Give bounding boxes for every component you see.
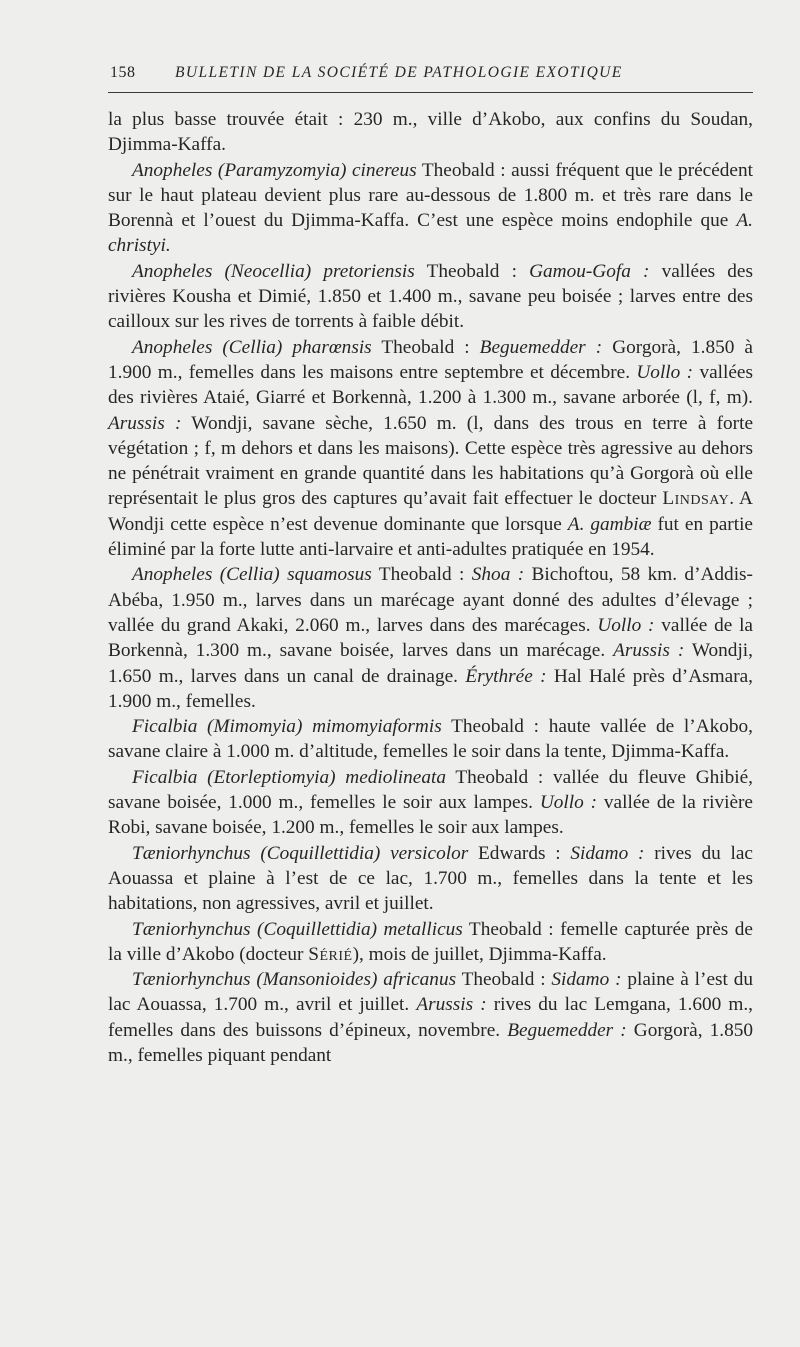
body-text: Gorgorà, 1.850 à 1.900 m., femelles dans les maisons entre septembre et décembre. (108, 336, 753, 383)
body-text: Theobald : (371, 336, 480, 358)
person-name: Lindsay (662, 488, 730, 510)
species-name: Anopheles (Cellia) pharœnsis (132, 336, 372, 358)
person-name: Sérié (308, 943, 353, 965)
region-name: Beguemedder : (507, 1019, 627, 1041)
text-paragraph (108, 765, 753, 841)
species-name: Anopheles (Neocellia) pretoriensis (132, 260, 415, 282)
body-text: Theobald : (371, 564, 472, 586)
species-name: Ficalbia (Mimomyia) mimomyiaformis (132, 716, 442, 738)
region-name: Arussis : (416, 994, 487, 1016)
text-paragraph (108, 259, 753, 335)
body-text: Theobald : (456, 969, 552, 991)
article-body (108, 107, 753, 1068)
region-name: Uollo : (597, 614, 655, 636)
page-header (108, 58, 753, 93)
region-name: Érythrée : (465, 665, 547, 687)
body-text: rives du lac Aouassa et plaine à l’est de ce lac, 1.700 m., femelles dans la tente et les habitations, non agressives, avril et juillet. (108, 842, 753, 915)
body-text: vallées des rivières Kousha et Dimié, 1.850 et 1.400 m., savane peu boisée ; larves entre des cailloux sur les rives de torrents à faible débit. (108, 260, 753, 333)
journal-page (108, 58, 753, 1068)
text-paragraph (108, 714, 753, 765)
body-text: Theobald : haute vallée de l’Akobo, savane claire à 1.000 m. d’altitude, femelles le soir dans la tente, Djimma-Kaffa. (108, 716, 754, 763)
species-name: Ficalbia (Etorleptiomyia) mediolineata (132, 766, 446, 788)
page-number: 158 (110, 64, 136, 81)
body-text: ), mois de juillet, Djimma-Kaffa. (352, 943, 607, 965)
body-text: fut en partie éliminé par la forte lutte anti-larvaire et anti-adultes pratiquée en 1954. (108, 513, 753, 561)
region-name: Uollo : (636, 361, 694, 383)
body-text: Theobald : aussi fréquent que le précédent sur le haut plateau devient plus rare au-dessous de 1.800 m. et très rare dans le Borennà et l’ouest du Djimma-Kaffa. C’est une espèce moins endophile que (108, 159, 753, 232)
body-text: Gorgorà, 1.850 m., femelles piquant pendant (108, 1019, 753, 1066)
body-text: vallée de la Borkennà, 1.300 m., savane boisée, larves dans un marécage. (108, 614, 753, 662)
region-name: Uollo : (539, 792, 598, 814)
body-text: vallées des rivières Ataié, Giarré et Borkennà, 1.200 à 1.300 m., savane arborée (l, f, m). (108, 361, 753, 409)
text-paragraph (108, 562, 753, 714)
text-paragraph (108, 917, 753, 968)
body-text: rives du lac Lemgana, 1.600 m., femelles dans des buissons d’épineux, novembre. (108, 994, 754, 1041)
text-paragraph (108, 158, 753, 259)
species-name: Tæniorhynchus (Coquillettidia) versicolor (132, 842, 469, 864)
body-text: plaine à l’est du lac Aouassa, 1.700 m., avril et juillet. (108, 969, 753, 1016)
species-name: A. christyi. (108, 210, 753, 257)
body-text: Theobald : femelle capturée près de la ville d’Akobo (docteur (108, 918, 753, 965)
body-text: Bichoftou, 58 km. d’Addis-Abéba, 1.950 m., larves dans un marécage ayant donné des adultes d’élevage ; vallée du grand Akaki, 2.060 m., larves dans des marécages. (108, 564, 753, 636)
species-name: A. gambiæ (567, 513, 652, 535)
region-name: Beguemedder : (479, 336, 603, 358)
body-text: Theobald : (414, 260, 530, 282)
region-name: Sidamo : (570, 842, 645, 864)
body-text: la plus basse trouvée était : 230 m., ville d’Akobo, aux confins du Soudan, Djimma-Kaffa. (108, 109, 753, 156)
body-text: Hal Halé près d’Asmara, 1.900 m., femelles. (108, 665, 753, 712)
text-paragraph (108, 107, 753, 158)
running-title: BULLETIN DE LA SOCIÉTÉ DE PATHOLOGIE EXOTIQUE (175, 64, 623, 81)
region-name: Arussis : (108, 412, 182, 434)
region-name: Shoa : (471, 564, 525, 586)
species-name: Anopheles (Cellia) squamosus (132, 564, 372, 586)
body-text: vallée de la rivière Robi, savane boisée, 1.200 m., femelles le soir aux lampes. (108, 792, 753, 839)
text-paragraph (108, 841, 753, 917)
body-text: Wondji, savane sèche, 1.650 m. (l, dans des trous en terre à forte végétation ; f, m dehors et dans les maisons). Cette espèce très agressive au dehors ne pénétrait vraiment en grande quantité dans les habitations qu’à Gorgorà où elle représentait le plus gros des captures qu’avait fait effectuer le docteur (108, 412, 753, 510)
body-text: Theobald : vallée du fleuve Ghibié, savane boisée, 1.000 m., femelles le soir aux lampes. (108, 766, 753, 814)
region-name: Arussis : (613, 640, 685, 662)
text-paragraph (108, 335, 753, 563)
body-text: Wondji, 1.650 m., larves dans un canal de drainage. (108, 640, 753, 687)
body-text: Edwards : (468, 842, 571, 864)
region-name: Gamou-Gofa : (529, 260, 650, 282)
region-name: Sidamo : (551, 969, 622, 991)
species-name: Tæniorhynchus (Mansonioides) africanus (132, 969, 457, 991)
body-text: . A Wondji cette espèce n’est devenue dominante que lorsque (108, 488, 753, 535)
species-name: Tæniorhynchus (Coquillettidia) metallicus (132, 918, 463, 940)
species-name: Anopheles (Paramyzomyia) cinereus (132, 159, 417, 181)
text-paragraph (108, 967, 753, 1068)
